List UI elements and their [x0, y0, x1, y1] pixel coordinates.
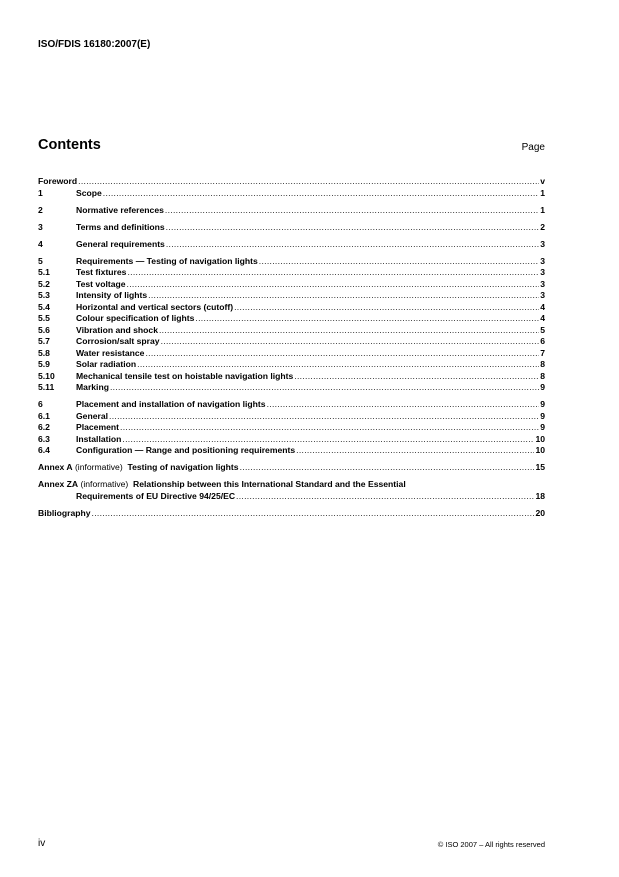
toc-number: 5.8	[38, 347, 50, 358]
toc-leader	[267, 399, 540, 411]
annex-type: (informative)	[80, 479, 129, 489]
toc-number: 5.7	[38, 336, 50, 346]
toc-leader	[165, 205, 539, 217]
toc-entry[interactable]	[38, 382, 545, 394]
toc-leader	[103, 188, 539, 200]
toc-page: 10	[535, 433, 545, 444]
toc-entry[interactable]	[38, 371, 545, 383]
toc-page: 3	[540, 238, 545, 249]
toc-page: 9	[540, 422, 545, 432]
toc-entry[interactable]	[38, 188, 545, 200]
toc-number: 1	[38, 187, 43, 198]
toc-leader	[259, 256, 539, 268]
toc-title: Normative references	[76, 204, 164, 215]
annex-title: Relationship between this International Standard and the Essential	[133, 479, 406, 489]
toc-leader	[145, 348, 539, 360]
toc-title: Scope	[76, 187, 102, 198]
toc-title: Configuration — Range and positioning requirements	[76, 445, 296, 455]
toc-title: Solar radiation	[76, 359, 137, 369]
toc-number: 5.6	[38, 324, 50, 335]
toc-number: 2	[38, 204, 43, 215]
toc-title: Intensity of lights	[76, 290, 148, 300]
toc-leader	[294, 371, 539, 383]
page-title: Contents	[38, 137, 101, 153]
toc-number: 6.4	[38, 445, 50, 455]
toc-title: Water resistance	[76, 347, 145, 358]
toc-entry[interactable]	[38, 359, 545, 371]
toc-leader	[122, 434, 534, 446]
toc-page: 9	[540, 410, 545, 421]
toc-number: 6.1	[38, 410, 50, 421]
annex-title: Testing of navigation lights	[127, 462, 239, 472]
toc-leader	[120, 422, 539, 434]
annex-label: Annex ZA	[38, 479, 79, 489]
annex-type: (informative)	[74, 462, 123, 472]
toc-page: 3	[540, 255, 545, 266]
page-column-label: Page	[521, 142, 545, 153]
toc-entry-bibliography[interactable]	[38, 508, 545, 520]
toc-number: 5	[38, 255, 43, 266]
toc-page: v	[540, 176, 545, 186]
toc-entry[interactable]	[38, 336, 545, 348]
toc-page: 9	[540, 382, 545, 392]
toc-page: 15	[535, 462, 545, 472]
toc-page: 1	[540, 204, 545, 215]
toc-number: 6.2	[38, 422, 50, 432]
toc-leader	[109, 411, 539, 423]
toc-title: Installation	[76, 433, 122, 444]
toc-entry[interactable]	[38, 348, 545, 360]
toc-title: Placement	[76, 422, 119, 432]
toc-title: General	[76, 410, 109, 421]
toc-leader	[166, 222, 540, 234]
toc-title: General requirements	[76, 238, 165, 249]
toc-page: 3	[540, 278, 545, 289]
toc-title: Placement and installation of navigation lights	[76, 399, 266, 409]
toc-number: 5.11	[38, 382, 55, 392]
document-id: ISO/FDIS 16180:2007(E)	[38, 39, 151, 50]
toc-title: Test voltage	[76, 278, 126, 289]
toc-title: Requirements — Testing of navigation lights	[76, 255, 258, 266]
toc-leader	[296, 445, 534, 457]
toc-leader	[234, 302, 539, 314]
toc-title: Foreword	[38, 176, 78, 186]
toc-number: 3	[38, 221, 43, 232]
toc-page: 4	[540, 301, 545, 312]
toc-title: Colour specification of lights	[76, 313, 195, 323]
toc-title: Marking	[76, 382, 109, 392]
toc-entry-annex-a[interactable]	[38, 462, 545, 474]
toc-number: 6	[38, 399, 43, 409]
toc-leader	[159, 325, 539, 337]
toc-entry[interactable]	[38, 256, 545, 268]
toc-entry[interactable]	[38, 399, 545, 411]
toc-title: Corrosion/salt spray	[76, 336, 160, 346]
toc-leader	[110, 382, 539, 394]
toc-page: 3	[540, 267, 545, 277]
toc-entry[interactable]	[38, 205, 545, 217]
toc-title: Mechanical tensile test on hoistable navigation lights	[76, 370, 294, 381]
toc-number: 5.2	[38, 278, 50, 289]
toc-page: 4	[540, 313, 545, 323]
toc-entry[interactable]	[38, 290, 545, 302]
toc-entry[interactable]	[38, 239, 545, 251]
toc-number: 5.4	[38, 301, 50, 312]
table-of-contents	[38, 176, 545, 519]
toc-page: 18	[535, 490, 545, 501]
toc-leader	[240, 462, 535, 474]
toc-page: 3	[540, 290, 545, 300]
toc-number: 4	[38, 238, 43, 249]
toc-entry[interactable]	[38, 222, 545, 234]
toc-page: 20	[535, 507, 545, 518]
toc-entry[interactable]	[38, 267, 545, 279]
toc-leader	[236, 491, 534, 503]
toc-page: 2	[540, 221, 545, 232]
toc-page: 9	[540, 399, 545, 409]
toc-title: Test fixtures	[76, 267, 127, 277]
toc-entry-annex-za[interactable]	[38, 479, 545, 502]
toc-entry[interactable]	[38, 434, 545, 446]
toc-entry[interactable]	[38, 411, 545, 423]
toc-number: 5.1	[38, 267, 50, 277]
toc-title: Horizontal and vertical sectors (cutoff)	[76, 301, 234, 312]
toc-entry[interactable]	[38, 422, 545, 434]
toc-title: Vibration and shock	[76, 324, 158, 335]
toc-number: 5.5	[38, 313, 50, 323]
toc-leader	[78, 176, 539, 188]
toc-number: 5.10	[38, 370, 55, 381]
toc-leader	[137, 359, 539, 371]
toc-page: 7	[540, 347, 545, 358]
annex-label: Annex A	[38, 462, 73, 472]
toc-number: 5.9	[38, 359, 50, 369]
toc-leader	[195, 313, 539, 325]
toc-leader	[166, 239, 539, 251]
toc-title: Bibliography	[38, 507, 91, 518]
toc-entry[interactable]	[38, 313, 545, 325]
toc-number: 6.3	[38, 433, 50, 444]
toc-leader	[161, 336, 540, 348]
toc-page: 5	[540, 324, 545, 335]
toc-entry[interactable]	[38, 445, 545, 457]
page-number: iv	[38, 838, 46, 849]
toc-page: 1	[540, 187, 545, 198]
toc-page: 6	[540, 336, 545, 346]
toc-page: 8	[540, 370, 545, 381]
toc-leader	[127, 279, 540, 291]
toc-entry[interactable]	[38, 279, 545, 291]
toc-leader	[148, 290, 539, 302]
toc-page: 10	[535, 445, 545, 455]
toc-title: Terms and definitions	[76, 221, 165, 232]
toc-number: 5.3	[38, 290, 50, 300]
copyright-notice: © ISO 2007 – All rights reserved	[437, 840, 545, 849]
annex-title-continued: Requirements of EU Directive 94/25/EC	[76, 490, 236, 501]
toc-page: 8	[540, 359, 545, 369]
toc-leader	[127, 267, 539, 279]
toc-entry[interactable]	[38, 325, 545, 337]
toc-entry[interactable]	[38, 302, 545, 314]
toc-leader	[92, 508, 535, 520]
toc-entry-foreword[interactable]	[38, 176, 545, 188]
